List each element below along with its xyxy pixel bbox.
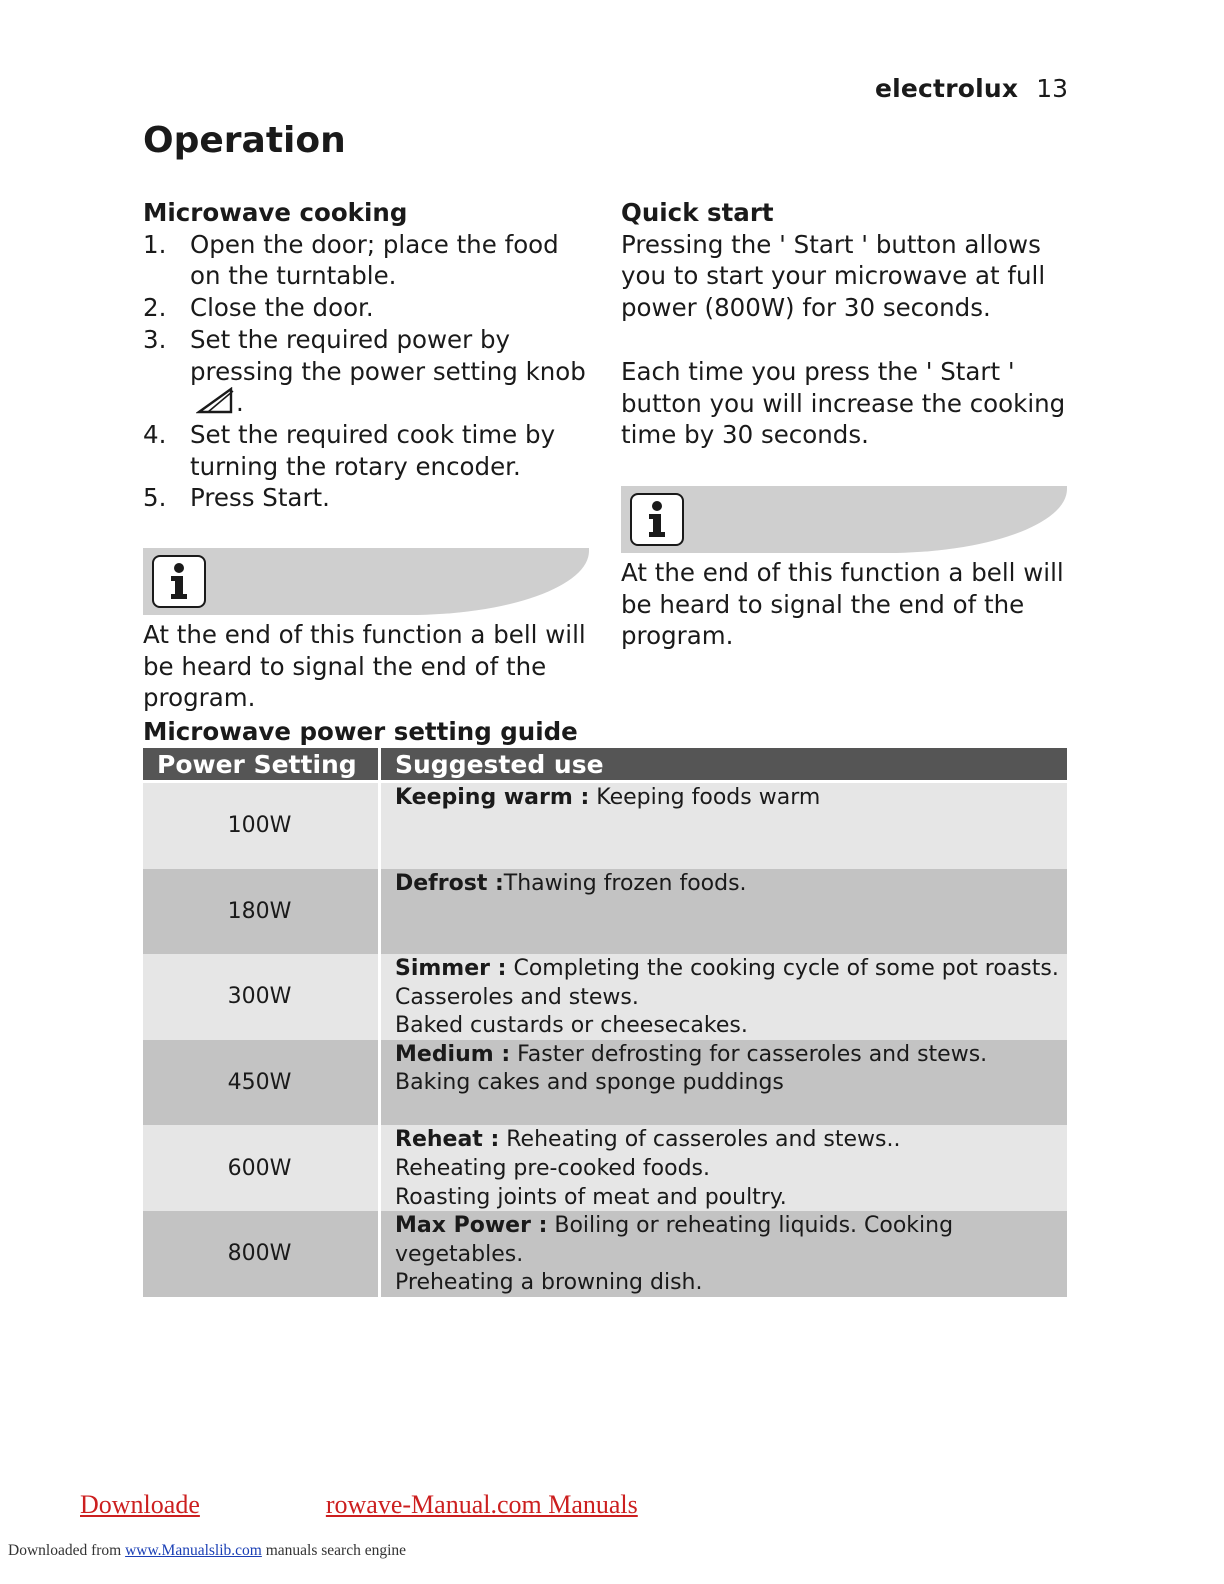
use-label: Defrost : <box>395 870 504 896</box>
power-cell: 180W <box>143 869 378 955</box>
use-line: Boiling or reheating liquids. Cooking vegetables. <box>395 1212 954 1267</box>
step-text: Set the required power by pressing the power setting knob <box>190 324 586 386</box>
power-knob-icon <box>196 387 236 415</box>
step-item <box>143 229 595 292</box>
step-number: 2. <box>143 293 167 323</box>
quick-start-section <box>621 197 1073 652</box>
use-label: Reheat : <box>395 1127 500 1153</box>
power-cell: 600W <box>143 1125 378 1211</box>
table-row <box>143 783 1067 869</box>
step-number: 4. <box>143 419 167 449</box>
use-label: Keeping warm : <box>395 785 590 810</box>
step-text: Close the door. <box>190 293 374 323</box>
use-label: Simmer : <box>395 956 507 982</box>
table-header <box>143 748 1067 780</box>
step-item <box>143 419 595 482</box>
info-icon <box>152 555 206 608</box>
power-guide-table <box>143 748 1067 1297</box>
steps-list <box>143 229 595 514</box>
step-item <box>143 292 595 324</box>
table-row <box>143 1125 1067 1211</box>
use-label: Max Power : <box>395 1212 548 1238</box>
step-text: Set the required cook time by turning the rotary encoder. <box>190 419 556 481</box>
footer-prefix: Downloaded from <box>8 1542 126 1559</box>
quick-start-heading: Quick start <box>621 198 774 227</box>
header-power-setting: Power Setting <box>143 748 378 780</box>
table-row <box>143 954 1067 1040</box>
info-note: At the end of this function a bell will be heard to signal the end of the program. <box>143 620 586 713</box>
step-text: Press Start. <box>190 483 330 513</box>
use-line: Keeping foods warm <box>589 785 821 810</box>
quick-start-paragraph: Pressing the ' Start ' button allows you to start your microwave at full power (800W) for 30 seconds. <box>621 229 1046 323</box>
spacer <box>621 451 1073 486</box>
download-link[interactable] <box>80 1490 638 1520</box>
info-band <box>143 548 589 615</box>
download-link-part2[interactable]: rowave-Manual.com Manuals <box>325 1490 638 1519</box>
power-guide-title: Microwave power setting guide <box>143 717 578 746</box>
use-line: Reheating pre-cooked foods. <box>395 1155 710 1181</box>
use-cell <box>381 1211 1067 1297</box>
step-item <box>143 324 595 419</box>
use-label: Medium : <box>395 1041 511 1067</box>
power-cell: 300W <box>143 954 378 1040</box>
step-text-container <box>190 324 595 419</box>
info-note: At the end of this function a bell will be heard to signal the end of the program. <box>621 557 1064 651</box>
power-cell: 450W <box>143 1040 378 1126</box>
use-cell <box>381 954 1067 1040</box>
brand-name: electrolux <box>874 74 1019 103</box>
step-number: 5. <box>143 483 167 513</box>
use-line: Preheating a browning dish. <box>395 1270 703 1296</box>
step-number: 3. <box>143 324 167 354</box>
use-cell <box>381 1040 1067 1126</box>
table-row <box>143 869 1067 955</box>
header-suggested-use: Suggested use <box>381 748 1067 780</box>
step-item <box>143 482 595 514</box>
info-icon <box>630 493 684 546</box>
use-line: Casseroles and stews. <box>395 984 639 1010</box>
use-line: Faster defrosting for casseroles and stews. <box>510 1041 988 1067</box>
use-cell <box>381 869 1067 955</box>
page-title: Operation <box>143 120 346 161</box>
power-cell: 100W <box>143 783 378 869</box>
power-cell: 800W <box>143 1211 378 1297</box>
use-line: Completing the cooking cycle of some pot roasts. <box>506 956 1059 982</box>
quick-start-paragraph: Each time you press the ' Start ' button you will increase the cooking time by 30 seconds. <box>621 356 1066 450</box>
manualslib-link[interactable]: www.Manualslib.com <box>125 1542 262 1559</box>
spacer <box>143 514 595 548</box>
footer-suffix: manuals search engine <box>261 1542 407 1559</box>
download-link-part1[interactable]: Downloade <box>80 1490 200 1519</box>
use-line: Roasting joints of meat and poultry. <box>395 1184 787 1210</box>
page-number: 13 <box>1036 74 1068 103</box>
step-text-suffix: . <box>236 388 244 418</box>
microwave-cooking-section <box>143 197 595 714</box>
step-text: Open the door; place the food on the turntable. <box>190 229 559 291</box>
info-band <box>621 486 1067 553</box>
use-line: Reheating of casseroles and stews.. <box>499 1127 901 1153</box>
use-line: Baking cakes and sponge puddings <box>395 1070 784 1096</box>
page-header <box>875 74 1068 103</box>
use-line: Thawing frozen foods. <box>503 870 747 896</box>
step-number: 1. <box>143 229 167 259</box>
use-line: Baked custards or cheesecakes. <box>395 1013 748 1039</box>
table-row <box>143 1211 1067 1297</box>
table-row <box>143 1040 1067 1126</box>
microwave-cooking-heading: Microwave cooking <box>143 198 408 227</box>
use-cell <box>381 1125 1067 1211</box>
spacer <box>621 324 1073 356</box>
footer-source <box>8 1542 406 1560</box>
use-cell <box>381 783 1067 869</box>
